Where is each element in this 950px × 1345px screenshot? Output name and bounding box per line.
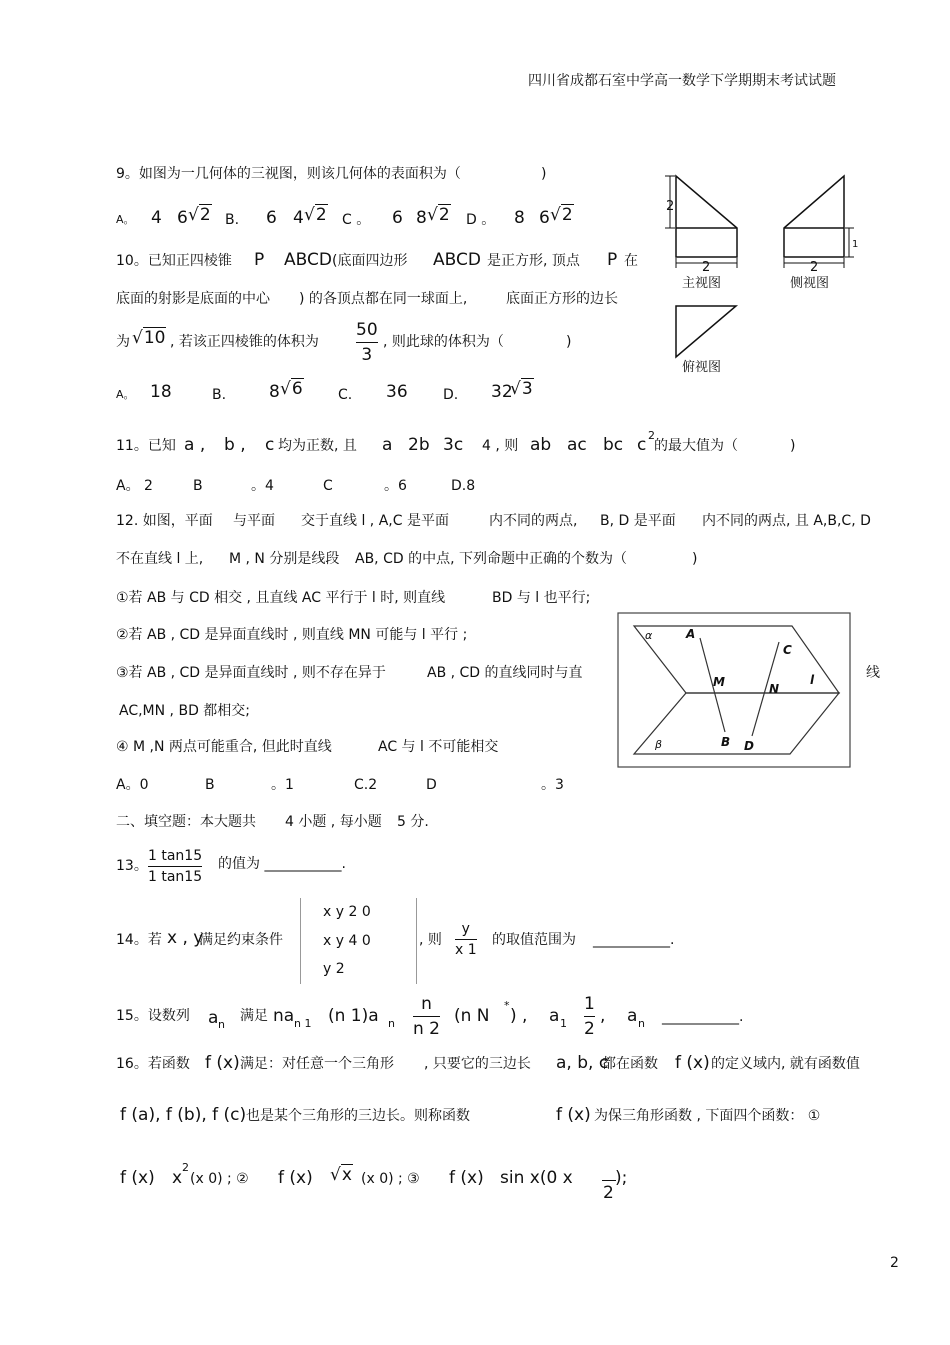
q14-constraint-1: x y 2 0 xyxy=(323,904,371,920)
q12-text: M , N 分别是线段 xyxy=(229,551,340,567)
front-height-label: 2 xyxy=(666,199,675,214)
q9-opt-b-value-2: 4 xyxy=(293,208,304,228)
q16-func: f (x) xyxy=(120,1168,155,1188)
q12-opt-b-label: B xyxy=(205,777,215,793)
q12-statement-3-cont: AC,MN , BD 都相交; xyxy=(119,703,251,719)
q11-var: c xyxy=(637,435,647,455)
q14-text: 的取值范围为 xyxy=(492,932,576,948)
side-width-label: 2 xyxy=(810,260,819,275)
q12-statement-3-end: 线 xyxy=(866,665,880,681)
q14-vars: x , y xyxy=(167,928,204,948)
q10-base-abcd: ABCD xyxy=(433,250,481,270)
q9-opt-c-label: C 。 xyxy=(342,212,371,228)
q10-opt-a-label: A。 xyxy=(116,388,135,401)
q9-opt-c-value-1: 6 xyxy=(392,208,403,228)
q15-expr: (n 1)a xyxy=(328,1006,379,1026)
label-l: l xyxy=(810,673,815,687)
top-view-shape xyxy=(676,306,736,357)
q10-opt-d-sqrt: √3 xyxy=(510,379,533,399)
side-height-label: 1 xyxy=(852,239,859,250)
q12-statement-4-end: AC 与 l 不可能相交 xyxy=(378,739,499,755)
q9-opt-c-sqrt: √2 xyxy=(427,205,450,225)
fraction-numerator: 1 xyxy=(584,994,595,1014)
q16-text: 满足：对任意一个三角形 xyxy=(240,1056,394,1072)
q12-opt-d-value: 。3 xyxy=(541,777,564,793)
q10-text: 10。已知正四棱锥 xyxy=(116,253,232,269)
q12-text: ) xyxy=(692,551,698,567)
q9-opt-d-label: D 。 xyxy=(466,212,496,228)
q10-volume-fraction xyxy=(356,320,378,365)
q11-var: 2b xyxy=(408,435,430,455)
q12-text: 内不同的两点, 且 A,B,C, D xyxy=(702,513,871,529)
label-m: M xyxy=(713,675,725,689)
q10-text: 底面正方形的边长 xyxy=(506,291,618,307)
label-n: N xyxy=(769,682,780,696)
label-beta: β xyxy=(655,738,663,751)
q16-text: (x 0) ; ② xyxy=(190,1171,249,1187)
q10-opt-d-label: D. xyxy=(443,387,459,403)
fraction-numerator: 1 tan15 xyxy=(148,848,203,864)
q9-opt-d-value-1: 8 xyxy=(514,208,525,228)
q15-expr: a xyxy=(549,1006,560,1026)
q12-statement-3-mid: AB , CD 的直线同时与直 xyxy=(427,665,583,681)
q11-var: a , xyxy=(184,435,206,455)
q15-expr: ) , xyxy=(510,1006,528,1026)
q16-func: a, b, c xyxy=(556,1053,609,1073)
q11-var: ac xyxy=(567,435,587,455)
three-view-figure xyxy=(660,170,870,380)
q16-func: f (a), f (b), f (c) xyxy=(120,1105,247,1125)
q12-opt-d-label: D xyxy=(426,777,437,793)
q15-expr: na xyxy=(273,1006,295,1026)
q12-text: 不在直线 l 上, xyxy=(116,551,204,567)
q12-statement-1-end: BD 与 l 也平行; xyxy=(492,590,591,606)
q12-text: AB, CD 的中点, 下列命题中正确的个数为（ xyxy=(355,551,627,567)
label-c: C xyxy=(783,643,792,657)
q12-opt-c: C.2 xyxy=(354,777,378,793)
q11-opt-a: A。 2 xyxy=(116,478,153,494)
q15-text: 15。设数列 xyxy=(116,1008,190,1024)
q15-answer-blank: ___________. xyxy=(662,1009,744,1025)
q10-text: ) 的各顶点都在同一球面上, xyxy=(299,291,468,307)
q16-sqrt-x: √x xyxy=(330,1165,352,1185)
q16-func: f (x) xyxy=(556,1105,591,1125)
q16-text: 16。若函数 xyxy=(116,1056,190,1072)
front-view-shape xyxy=(676,176,737,257)
fraction-denominator: 1 tan15 xyxy=(148,869,203,885)
q15-expr: , xyxy=(600,1006,606,1026)
q11-var: ab xyxy=(530,435,552,455)
q9-opt-a-value-1: 4 xyxy=(151,208,162,228)
q11-text: 11。已知 xyxy=(116,438,176,454)
q12-text: 内不同的两点, xyxy=(489,513,578,529)
q10-opt-b-sqrt: √6 xyxy=(280,379,303,399)
q15-fraction-half xyxy=(584,994,595,1039)
q15-text: 满足 xyxy=(240,1008,268,1024)
front-view-label: 主视图 xyxy=(682,276,722,291)
q13-fraction xyxy=(148,848,202,885)
q12-statement-3: ③若 AB , CD 是异面直线时 , 则不存在异于 xyxy=(116,665,386,681)
q10-text: 为 xyxy=(116,334,130,350)
q11-opt-d: D.8 xyxy=(451,478,476,494)
plane-alpha xyxy=(634,626,839,693)
q10-opt-c-label: C. xyxy=(338,387,353,403)
q10-opt-b-label: B. xyxy=(212,387,227,403)
q10-base-abcd: ABCD xyxy=(284,250,332,270)
label-alpha: α xyxy=(645,629,653,642)
q16-text: , 只要它的三边长 xyxy=(424,1056,531,1072)
fraction-numerator: y xyxy=(461,921,470,937)
q10-opt-c-value: 36 xyxy=(386,382,408,402)
q10-text: 底面的射影是底面的中心 xyxy=(116,291,270,307)
q16-text: 的定义域内, 就有函数值 xyxy=(711,1056,860,1072)
front-width-label: 2 xyxy=(702,260,711,275)
q15-fraction-n xyxy=(413,994,440,1039)
q14-text: 满足约束条件 xyxy=(199,932,283,948)
q10-text: ) xyxy=(566,334,572,350)
q12-text: 与平面 xyxy=(233,513,275,529)
q16-fraction-bar xyxy=(602,1180,616,1181)
q9-opt-b-sqrt: √2 xyxy=(304,205,327,225)
q16-func: f (x) xyxy=(675,1053,710,1073)
q13-label: 13。 xyxy=(116,858,148,874)
q9-opt-c-value-2: 8 xyxy=(416,208,427,228)
q16-text: 为保三角形函数 , 下面四个函数： ① xyxy=(594,1108,821,1124)
q16-text: 也是某个三角形的三边长。则称函数 xyxy=(246,1108,470,1124)
q9-opt-b-label: B. xyxy=(225,212,240,228)
q12-text: 交于直线 l , A,C 是平面 xyxy=(301,513,449,529)
section-title: 二、填空题：本大题共 xyxy=(116,814,256,830)
fraction-numerator: 50 xyxy=(356,320,378,340)
q16-func: f (x) xyxy=(449,1168,484,1188)
q15-subscript: n xyxy=(638,1017,645,1030)
q16-superscript: 2 xyxy=(182,1161,189,1174)
label-b: B xyxy=(721,735,731,749)
q15-expr: a xyxy=(627,1006,638,1026)
q15-subscript: n xyxy=(388,1017,395,1030)
q13-text: 的值为 ___________. xyxy=(218,856,346,872)
q10-text: , 若该正四棱锥的体积为 xyxy=(170,334,319,350)
q11-text: ) xyxy=(790,438,796,454)
q12-statement-4: ④ M ,N 两点可能重合, 但此时直线 xyxy=(116,739,332,755)
q10-text: , 则此球的体积为（ xyxy=(383,334,504,350)
section-title: 4 小题 , 每小题 xyxy=(285,814,382,830)
q16-text: 都在函数 xyxy=(602,1056,658,1072)
q11-superscript: 2 xyxy=(648,429,655,442)
q10-opt-b-value: 8 xyxy=(269,382,280,402)
q12-statement-1: ①若 AB 与 CD 相交 , 且直线 AC 平行于 l 时, 则直线 xyxy=(116,590,446,606)
q16-func: f (x) xyxy=(278,1168,313,1188)
q14-constraint-3: y 2 xyxy=(323,961,345,977)
q16-text: (x 0) ; ③ xyxy=(361,1171,420,1187)
q9-opt-b-value-1: 6 xyxy=(266,208,277,228)
q15-expr: (n N xyxy=(454,1006,490,1026)
q14-text: 14。若 xyxy=(116,932,162,948)
q9-opt-a-sqrt: √2 xyxy=(188,205,211,225)
q14-text: , 则 xyxy=(419,932,442,948)
section-title: 5 分. xyxy=(397,814,429,830)
page-number: 2 xyxy=(890,1255,899,1271)
q11-text: 4 , 则 xyxy=(482,438,519,454)
q11-opt-b-value: 。4 xyxy=(251,478,274,494)
q12-statement-2: ②若 AB , CD 是异面直线时 , 则直线 MN 可能与 l 平行 ; xyxy=(116,627,468,643)
q11-var: c xyxy=(265,435,275,455)
q15-subscript: 1 xyxy=(560,1017,567,1030)
q9-close: ) xyxy=(541,166,547,182)
top-view-label: 俯视图 xyxy=(682,360,722,375)
q16-func: x xyxy=(172,1168,183,1188)
q9-opt-d-value-2: 6 xyxy=(539,208,550,228)
q11-var: 3c xyxy=(443,435,464,455)
q10-vertex-p: P xyxy=(607,250,618,270)
fraction-denominator: n 2 xyxy=(413,1019,440,1039)
q11-text: 的最大值为（ xyxy=(654,438,738,454)
q15-superscript: * xyxy=(504,999,510,1012)
plane-beta xyxy=(634,693,839,754)
q14-answer-blank: ___________. xyxy=(593,932,675,948)
q11-var: b , xyxy=(224,435,246,455)
q9-opt-a-label: A。 xyxy=(116,213,135,226)
q11-var: bc xyxy=(603,435,624,455)
q12-text: B, D 是平面 xyxy=(600,513,676,529)
q10-sqrt-10: √10 xyxy=(132,328,166,348)
fraction-denominator: 3 xyxy=(361,345,373,365)
q16-func: ); xyxy=(615,1168,628,1188)
q15-subscript: n 1 xyxy=(294,1017,312,1030)
q11-opt-c-label: C xyxy=(323,478,333,494)
page-header-title: 四川省成都石室中学高一数学下学期期末考试试题 xyxy=(528,73,836,89)
q10-text: 在 xyxy=(624,253,638,269)
q14-fraction xyxy=(455,921,477,958)
q10-opt-d-value: 32 xyxy=(491,382,513,402)
figure-frame xyxy=(618,613,850,767)
q10-vertex-p: P xyxy=(254,250,265,270)
q10-opt-a-value: 18 xyxy=(150,382,172,402)
label-d: D xyxy=(744,739,754,753)
fraction-denominator: 2 xyxy=(584,1019,595,1039)
q10-text: 是正方形, 顶点 xyxy=(487,253,580,269)
q9-opt-d-sqrt: √2 xyxy=(550,205,573,225)
q11-opt-b-label: B xyxy=(193,478,203,494)
q12-opt-b-value: 。1 xyxy=(271,777,294,793)
side-view-shape xyxy=(784,176,844,257)
q12-text: 12. 如图，平面 xyxy=(116,513,213,529)
q16-func: f (x) xyxy=(205,1053,240,1073)
fraction-denominator: x 1 xyxy=(455,942,477,958)
q16-denominator: 2 xyxy=(603,1183,614,1203)
q16-func: sin x(0 x xyxy=(500,1168,573,1188)
planes-figure xyxy=(617,612,851,768)
q15-subscript: n xyxy=(218,1018,225,1031)
label-a: A xyxy=(686,627,696,641)
q15-seq: a xyxy=(208,1008,219,1028)
q9-opt-a-value-2: 6 xyxy=(177,208,188,228)
q10-text: (底面四边形 xyxy=(332,253,408,269)
side-view-label: 侧视图 xyxy=(790,276,830,291)
q9-stem: 9。如图为一几何体的三视图，则该几何体的表面积为（ xyxy=(116,166,461,182)
q11-text: 均为正数, 且 xyxy=(278,438,357,454)
q11-var: a xyxy=(382,435,393,455)
q11-opt-c-value: 。6 xyxy=(384,478,407,494)
q14-constraint-2: x y 4 0 xyxy=(323,933,371,949)
fraction-numerator: n xyxy=(421,994,432,1014)
q12-opt-a: A。0 xyxy=(116,777,149,793)
